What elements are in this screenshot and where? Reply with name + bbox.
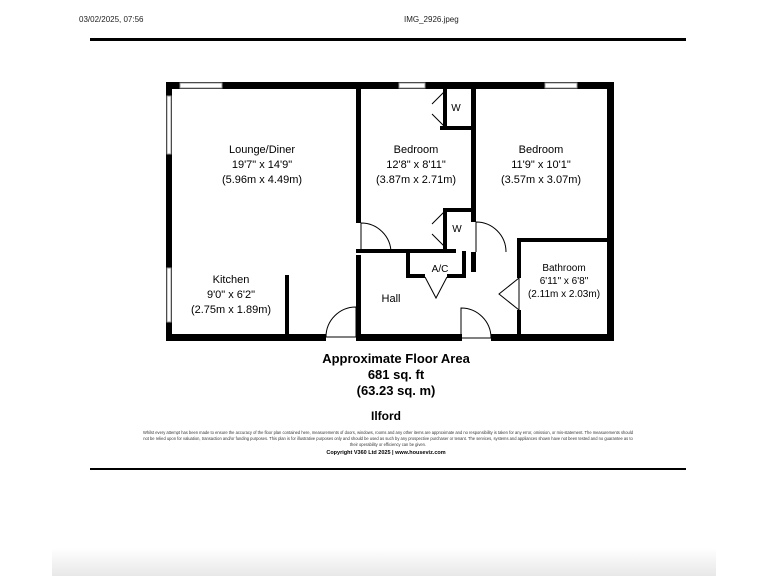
wall-lounge-hall [356,255,361,339]
room-bedroom-2 [501,143,581,188]
door-bedroom2 [476,222,506,252]
wall-lounge-bedroom [356,82,361,223]
door-ac [425,277,447,298]
outer-wall-bottom-right [491,334,614,341]
room-bathroom [528,262,600,301]
room-name: Hall [381,293,401,305]
wall-bathroom-left-lower [517,310,521,338]
door-wardrobe-top [432,92,444,126]
room-name: Lounge/Diner [228,144,296,156]
room-dimensions-imperial: 19'7" x 14'9" [231,159,293,171]
wall-bed1-bed2 [471,82,476,222]
room-dimensions-imperial: 12'8" x 8'11" [386,159,446,171]
window-bedroom1 [399,83,425,88]
ac-wall-bottom-right [447,274,466,278]
room-dimensions-metric: (3.87m x 2.71m) [375,174,457,186]
wardrobe-top-wall [443,89,447,129]
room-dimensions-metric: (2.75m x 1.89m) [190,304,272,316]
room-name: Bathroom [542,263,586,274]
floor-area-title: Approximate Floor Area [322,351,470,366]
bottom-rule [90,468,686,470]
door-lounge-hall [326,307,356,337]
room-name: Bedroom [393,144,439,156]
page-bottom-edge [0,548,768,576]
wardrobe-label-top: W [451,103,461,114]
room-kitchen [191,273,271,318]
window-bedroom2 [545,83,577,88]
copyright-text: Copyright V360 Ltd 2025 | www.houseviz.com [326,450,446,456]
wall-bathroom-top [519,238,612,242]
ac-wall-left [406,251,410,278]
door-bathroom [499,278,519,310]
room-dimensions-metric: (3.57m x 3.07m) [500,174,582,186]
wardrobe-label-bottom: W [452,224,462,235]
room-dimensions-imperial: 9'0" x 6'2" [206,289,256,301]
room-lounge-diner [222,143,302,188]
floor-area-sqft: 681 sq. ft [367,367,425,382]
door-bedroom1 [361,223,391,253]
window-lounge-left [167,96,171,154]
door-wardrobe-bottom [432,212,444,246]
outer-wall-bottom-left [166,334,326,341]
room-dimensions-imperial: 11'9" x 10'1" [511,159,571,171]
room-hall [382,292,401,307]
room-name: Bedroom [518,144,564,156]
page-filename: IMG_2926.jpeg [404,15,459,24]
wall-bed2-hall [471,252,476,272]
wall-bathroom-left-upper [517,238,521,278]
window-lounge-top [180,83,222,88]
wall-kitchen-stub [285,275,289,335]
ac-wall-right [462,251,466,278]
room-bedroom-1 [376,143,456,188]
room-dimensions-imperial: 6'11" x 6'8" [539,276,589,287]
page-datetime: 03/02/2025, 07:56 [79,15,144,24]
wardrobe-top-base [440,126,474,130]
page-margin-left [0,548,52,576]
outer-wall-right [607,82,614,341]
disclaimer-text: Whilst every attempt has been made to ensure the accuracy of the floor plan contained here, measurements of doors, windows, rooms and any other items are approximate and no responsibility is taken for any error, omission, or mis-statement. The measurements should not be relied upon for valuation, transaction and/or funding purposes. This plan is for illustrative purposes only and should be used as such by any prospective purchaser or tenant. The services, systems and appliances shown have not been tested and no guarantee as to their operability or efficiency can be given. [142,430,634,447]
page-margin-right [716,548,768,576]
wardrobe-bottom-top [443,208,473,212]
floor-area-summary [322,351,470,399]
door-swings [326,92,519,338]
outer-wall-bottom-mid [356,334,462,341]
door-entrance [461,308,491,338]
room-name: Kitchen [212,274,250,286]
room-dimensions-metric: (2.11m x 2.03m) [527,289,601,300]
ac-wall-bottom-left [406,274,425,278]
ac-cupboard-label: A/C [431,264,449,275]
window-kitchen-left [167,268,171,322]
wardrobe-bottom-wall [443,208,447,250]
location-label: Ilford [371,409,401,423]
room-dimensions-metric: (5.96m x 4.49m) [221,174,303,186]
floor-area-sqm: (63.23 sq. m) [356,383,436,398]
